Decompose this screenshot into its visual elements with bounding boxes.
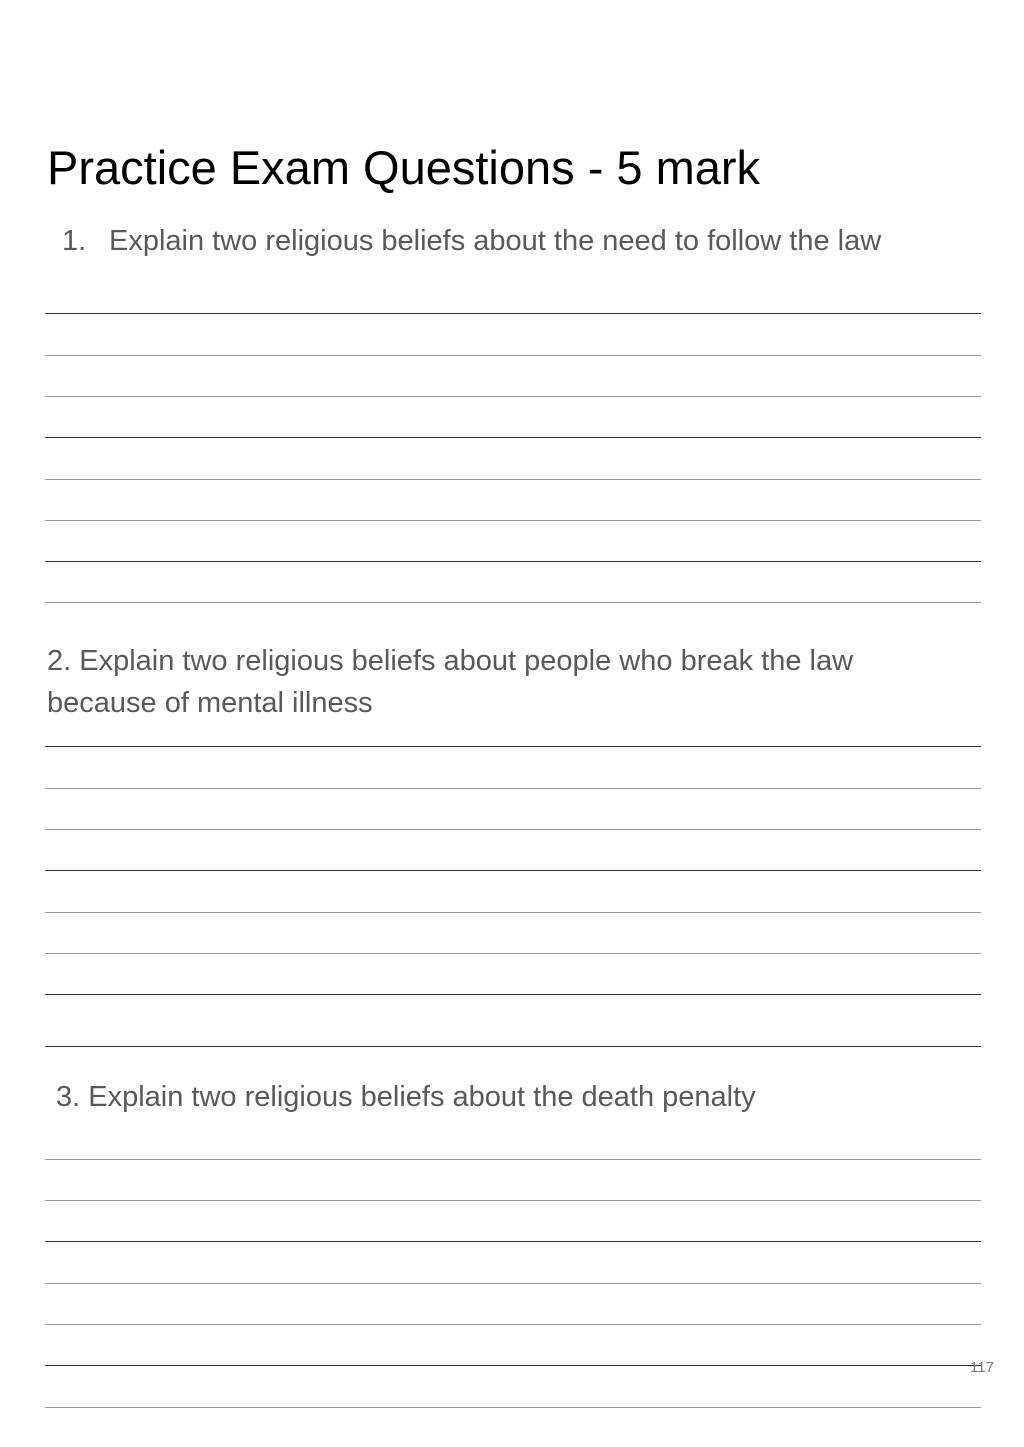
page-title: Practice Exam Questions - 5 mark [47,141,761,194]
answer-line[interactable] [45,870,981,871]
answer-line[interactable] [45,520,981,521]
answer-line[interactable] [45,1283,981,1284]
answer-line[interactable] [45,355,981,356]
page-number: 117 [970,1359,994,1376]
answer-line[interactable] [45,561,981,562]
answer-line[interactable] [45,1365,981,1366]
answer-line[interactable] [45,1200,981,1201]
answer-line[interactable] [45,396,981,397]
answer-line[interactable] [45,437,981,438]
answer-line[interactable] [45,788,981,789]
answer-line[interactable] [45,1159,981,1160]
question-1 [62,220,881,262]
answer-line[interactable] [45,953,981,954]
question-2-text: 2. Explain two religious beliefs about people who break the law because of mental illness [47,645,854,719]
question-3-text: 3. Explain two religious beliefs about the death penalty [56,1081,756,1113]
answer-line[interactable] [45,1407,981,1408]
answer-line[interactable] [45,912,981,913]
question-1-text: Explain two religious beliefs about the need to follow the law [109,225,882,257]
answer-line[interactable] [45,479,981,480]
answer-line[interactable] [45,1241,981,1242]
answer-line[interactable] [45,829,981,830]
answer-line[interactable] [45,994,981,995]
answer-line[interactable] [45,746,981,747]
question-1-number: 1. [62,225,87,257]
answer-line[interactable] [45,602,981,603]
answer-line[interactable] [45,313,981,314]
answer-line[interactable] [45,1046,981,1047]
answer-line[interactable] [45,1324,981,1325]
